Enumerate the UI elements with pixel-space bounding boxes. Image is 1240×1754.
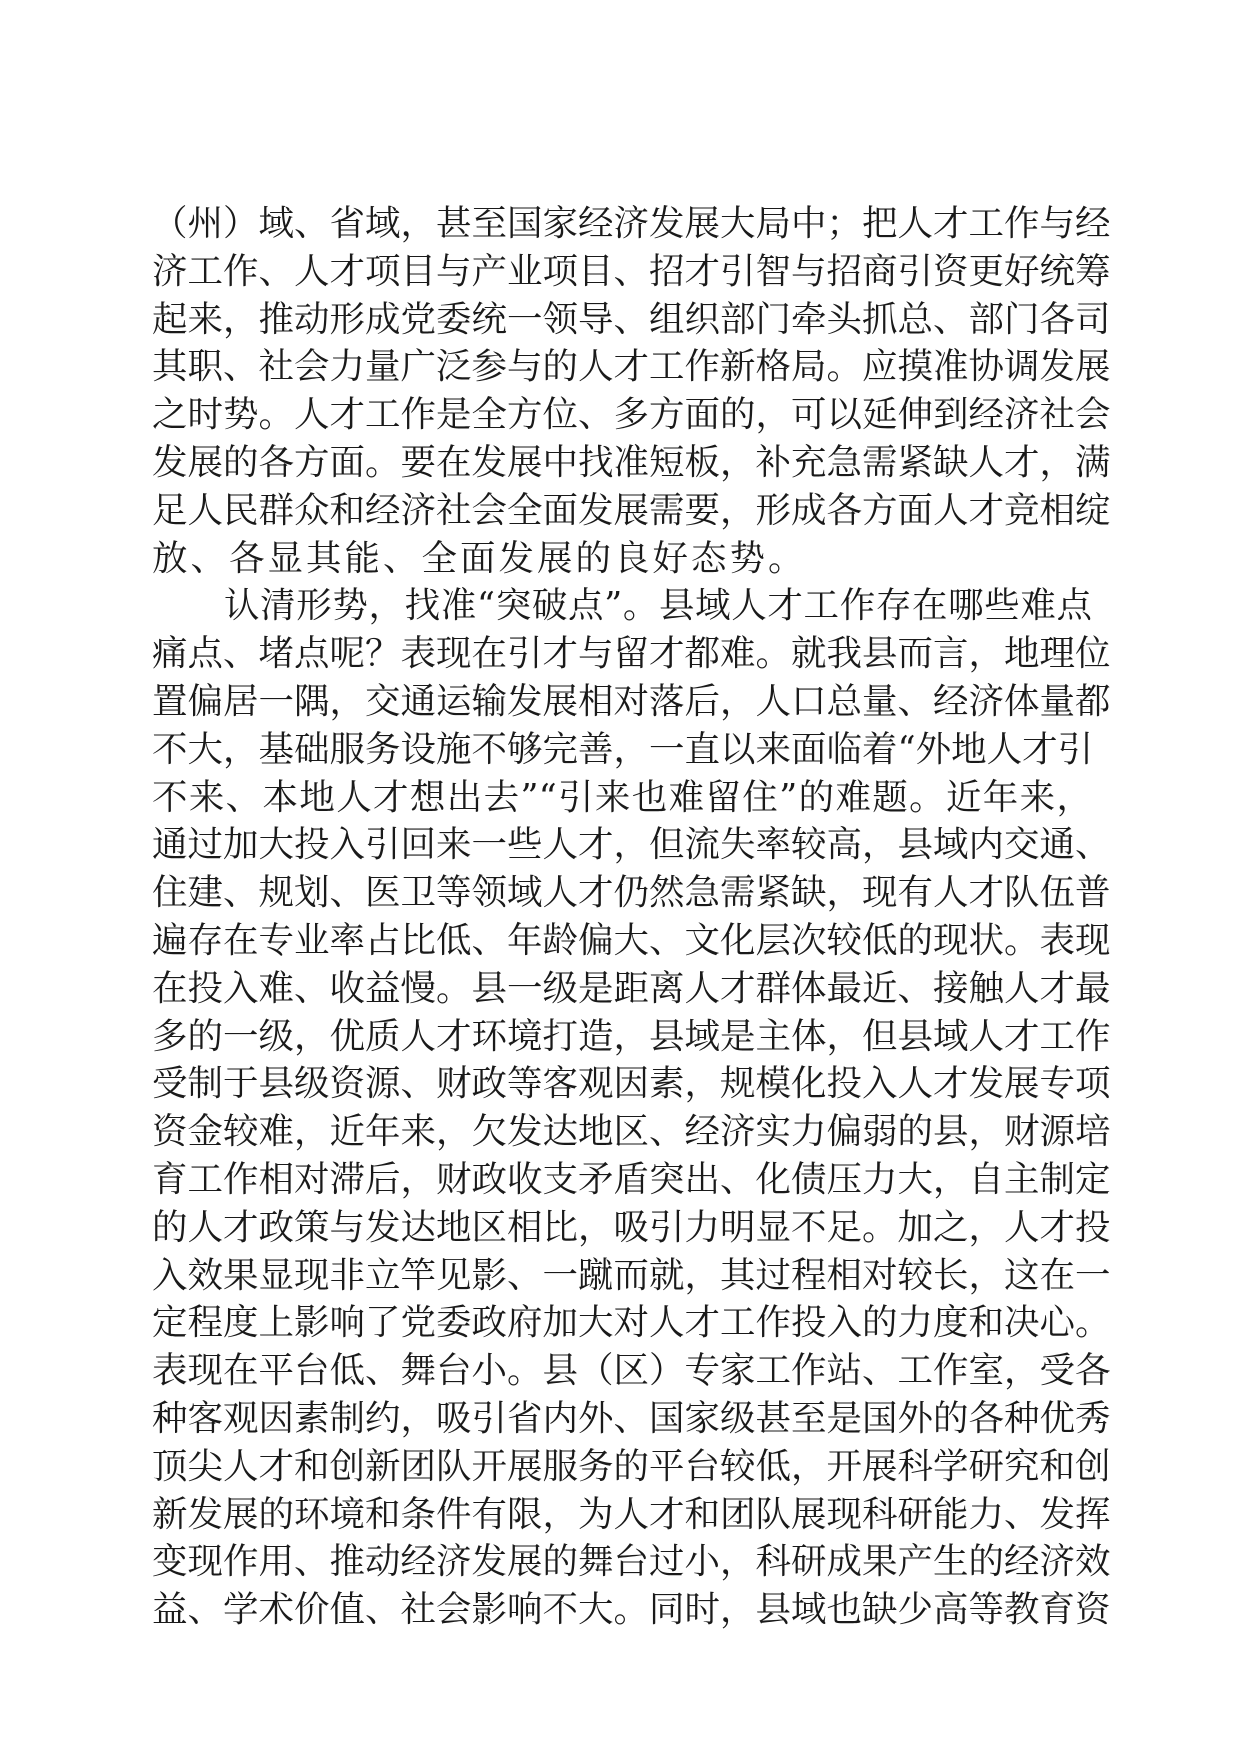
text-line: 之时势。人才工作是全方位、多方面的，可以延伸到经济社会 [152, 394, 1111, 436]
text-line: 新发展的环境和条件有限，为人才和团队展现科研能力、发挥 [152, 1493, 1111, 1535]
text-line: 的人才政策与发达地区相比，吸引力明显不足。加之，人才投 [152, 1206, 1111, 1248]
text-line: 发展的各方面。要在发展中找准短板，补充急需紧缺人才，满 [152, 441, 1111, 483]
text-line: 入效果显现非立竿见影、一蹴而就，其过程相对较长，这在一 [152, 1254, 1111, 1296]
text-line: 定程度上影响了党委政府加大对人才工作投入的力度和决心。 [152, 1302, 1111, 1344]
text-line: 济工作、人才项目与产业项目、招才引智与招商引资更好统筹 [152, 250, 1111, 292]
text-line: 遍存在专业率占比低、年龄偏大、文化层次较低的现状。表现 [152, 919, 1111, 961]
text-line: 置偏居一隅，交通运输发展相对落后，人口总量、经济体量都 [152, 680, 1111, 722]
text-line: 起来，推动形成党委统一领导、组织部门牵头抓总、部门各司 [152, 298, 1111, 340]
text-line: 住建、规划、医卫等领域人才仍然急需紧缺，现有人才队伍普 [152, 872, 1111, 914]
text-line: 其职、社会力量广泛参与的人才工作新格局。应摸准协调发展 [152, 346, 1111, 388]
body-text [152, 200, 1111, 1634]
text-line: 顶尖人才和创新团队开展服务的平台较低，开展科学研究和创 [152, 1445, 1111, 1487]
paragraph-start-line: 认清形势，找准“突破点”。县域人才工作存在哪些难点 [224, 585, 1092, 627]
text-line: 育工作相对滞后，财政收支矛盾突出、化债压力大，自主制定 [152, 1158, 1111, 1200]
text-line: 通过加大投入引回来一些人才，但流失率较高，县域内交通、 [152, 824, 1111, 866]
text-line: 表现在平台低、舞台小。县（区）专家工作站、工作室，受各 [152, 1350, 1111, 1392]
text-line: 受制于县级资源、财政等客观因素，规模化投入人才发展专项 [152, 1063, 1111, 1105]
text-line: 多的一级，优质人才环境打造，县域是主体，但县域人才工作 [152, 1015, 1111, 1057]
text-line: （州）域、省域，甚至国家经济发展大局中；把人才工作与经 [152, 203, 1111, 244]
text-line: 痛点、堵点呢？表现在引才与留才都难。就我县而言，地理位 [152, 633, 1111, 675]
text-line: 种客观因素制约，吸引省内外、国家级甚至是国外的各种优秀 [152, 1397, 1111, 1439]
text-line: 资金较难，近年来，欠发达地区、经济实力偏弱的县，财源培 [152, 1111, 1111, 1153]
text-line: 变现作用、推动经济发展的舞台过小，科研成果产生的经济效 [152, 1541, 1111, 1583]
text-line: 足人民群众和经济社会全面发展需要，形成各方面人才竞相绽 [152, 489, 1111, 531]
text-line: 益、学术价值、社会影响不大。同时，县域也缺少高等教育资 [152, 1589, 1111, 1631]
text-line: 在投入难、收益慢。县一级是距离人才群体最近、接触人才最 [152, 967, 1111, 1009]
paragraph-end-line: 放、各显其能、全面发展的良好态势。 [152, 537, 807, 579]
text-line: 不大，基础服务设施不够完善，一直以来面临着“外地人才引 [152, 728, 1094, 770]
text-line: 不来、本地人才想出去”“引来也难留住”的难题。近年来， [152, 776, 1092, 818]
